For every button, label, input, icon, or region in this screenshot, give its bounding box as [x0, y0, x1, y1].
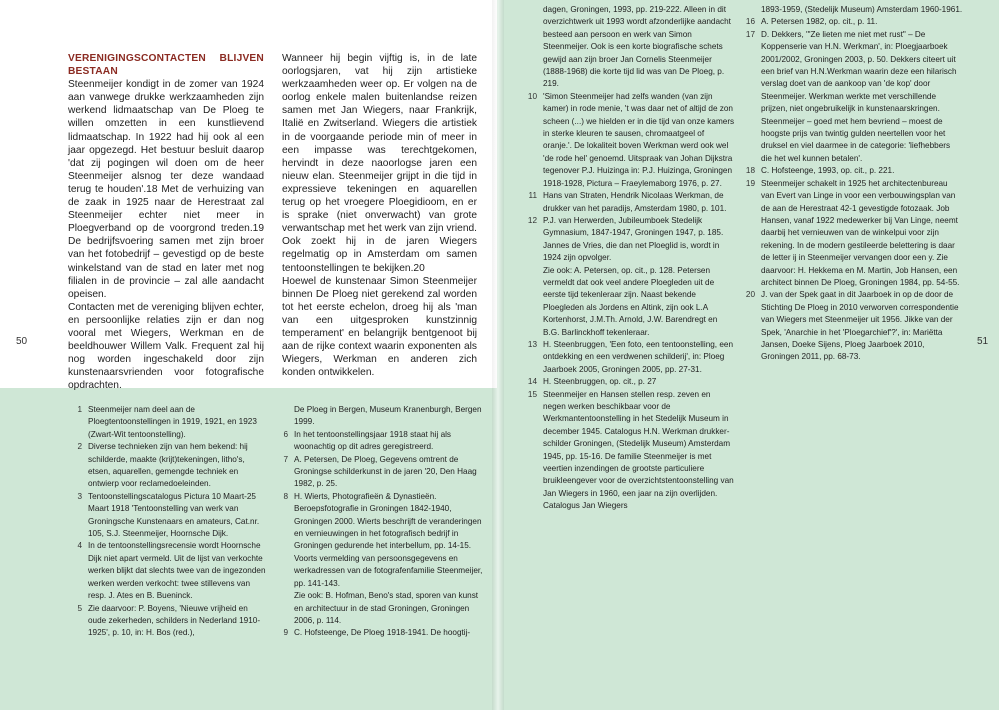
- footnote-number: 7: [283, 454, 288, 464]
- footnotes-right-a: [521, 4, 735, 513]
- footnote-number: 6: [283, 429, 288, 439]
- footnote-number: 20: [745, 290, 755, 300]
- left-page: [0, 0, 497, 710]
- footnote: [739, 289, 963, 363]
- footnote: [521, 389, 735, 513]
- footnote-text: In de tentoonstellingsrecensie wordt Hoornsche Dijk niet apart vermeld. Uit de lijst van verkochte werken blijkt dat slechts twee van de ingezonden werken werden verkocht: twee stillevens van resp. J. Ates en B. Bueninck.: [88, 541, 266, 601]
- footnote: [272, 590, 484, 627]
- footnote-text: P.J. van Herwerden, Jubileumboek Stedelijk Gymnasium, 1847-1947, Groningen 1947, p. 185. Jannes de Vries, die dan net Ploeglid is, wordt in 1924 zijn opvolger.: [543, 215, 724, 263]
- footnote-number: 14: [527, 377, 537, 387]
- footnote-number: 12: [527, 215, 537, 225]
- footnote-text: Zie ook: A. Petersen, op. cit., p. 128. Petersen vermeldt dat ook veel andere Ploegleden uit de eerste tijd tekenleraar zijn. Naast bekende Ploegleden als Jordens en Altink, zijn ook L.A Kortenhorst, J.M.Th. Arnold, J.W. Barendregt en B.G. Barlinckhoff tekenleraar.: [543, 265, 718, 337]
- footnotes-left-a: [66, 404, 266, 640]
- footnote-text: Hans van Straten, Hendrik Nicolaas Werkman, de drukker van het paradijs, Amsterdam 1980, p. 101.: [543, 191, 727, 213]
- footnote: [521, 91, 735, 190]
- footnote-number: 3: [77, 491, 82, 501]
- footnote: [521, 215, 735, 265]
- footnotes-right-b: [739, 4, 963, 364]
- footnote-text: Tentoonstellingscatalogus Pictura 10 Maart-25 Maart 1918 'Tentoonstelling van werk van Groningsche Kunstenaars en amateurs, Cat.nr. 105, S.J. Steenmeijer, Hoornsche Dijk.: [88, 491, 260, 539]
- footnote: [272, 491, 484, 590]
- footnote-text: Steenmeijer schakelt in 1925 het architectenbureau van Evert van Linge in voor een verbouwingsplan van de aan de Herestraat 42-1 gevestigde fotozaak. Job Hansen, vanaf 1922 medewerker bij Van Linge, neemt daarbij het vernieuwen van de winkelpui voor zijn rekening. In de modern gestileerde belettering is daar de letter ij in Steenmeijer vervangen door een y. Zie daarvoor: H. Hekkema en M. Martin, Job Hansen, een architect binnen De Ploeg, Groningen 1984, pp. 54-55.: [761, 178, 960, 287]
- footnote-text: C. Hofsteenge, 1993, op. cit., p. 221.: [761, 166, 895, 176]
- footnote-number: 9: [283, 628, 288, 638]
- footnote-number: 11: [528, 191, 537, 201]
- footnote-number: 8: [283, 491, 288, 501]
- footnote-text: H. Steenbruggen, 'Een foto, een tentoonstelling, een ontdekking en een verdwenen schilderij', in: Ploeg Jaarboek 2005, Groningen 2005, pp. 27-31.: [543, 339, 734, 374]
- footnote-number: 13: [527, 339, 537, 349]
- footnote-number: 18: [745, 166, 755, 176]
- paragraph: Hoewel de kunstenaar Simon Steenmeijer binnen De Ploeg niet gerekend zal worden tot het eerste echelon, droeg hij als 'man van een uitgesproken kunstzinnig temperament' en belangrijk bentgenoot bij aan de rijke context waarin exponenten als Wiegers, Werkman en anderen zich konden ontwikkelen.: [282, 275, 477, 379]
- footnote-text: J. van der Spek gaat in dit Jaarboek in op de door de Stichting De Ploeg in 2010 verworven correspondentie van Wiegers met Steenmeijer uit 1956. Jikke van der Spek, 'Anarchie in het 'Ploegarchief'?', in: Mariëtta Jansen, Doeke Sijens, Ploeg Jaarboek 2010, Groningen 2011, pp. 68-73.: [761, 290, 959, 362]
- footnote: [66, 540, 266, 602]
- footnote-number: 4: [77, 541, 82, 551]
- footnote-number: 19: [745, 178, 755, 188]
- footnote-number: [521, 4, 537, 91]
- footnote-number: 17: [745, 29, 755, 39]
- footnote-text: D. Dekkers, '"Ze lieten me niet met rust" – De Koppenserie van H.N. Werkman', in: Ploegjaarboek 2001/2002, Groningen 2003, p. 50. Dekkers citeert uit een brief van H.N.Werkman waarin deze een hilarisch verslag doet van de aankoop van 'de kop' door Steenmeijer. Werkman werkte met verschillende prijzen, niet ongebruikelijk in kunstenaarskringen. Steenmeijer – goed met hem bevriend – moest de hoogste prijs van twintig gulden neertellen voor het druksel en viel daarmee in de categorie: 'liefhebbers die het wel kunnen betalen'.: [761, 29, 957, 163]
- footnote-text: Steenmeijer nam deel aan de Ploegtentoonstellingen in 1919, 1921, en 1923 (Zwart-Wit tentoonstelling).: [88, 405, 257, 439]
- footnote-text: De Ploeg in Bergen, Museum Kranenburgh, Bergen 1999.: [294, 405, 482, 427]
- footnote-text: H. Wierts, Photografieën & Dynastieën. Beroepsfotografie in Groningen 1842-1940, Groningen 2000. Wierts beschrijft de veranderingen en vernieuwingen in het fotografisch bedrijf in Groningen gedurende het interbellum, pp. 14-15. Voorts vermelding van persoonsgegevens en werkadressen van de fotografenfamilie Steenmeijer, pp. 141-143.: [294, 491, 483, 588]
- column-1: [68, 52, 264, 392]
- footnote: [272, 429, 484, 454]
- footnote: [66, 441, 266, 491]
- footnote-text: C. Hofsteenge, De Ploeg 1918-1941. De hoogtij-: [294, 628, 471, 638]
- footnote-number: 1: [77, 405, 82, 414]
- footnote: [521, 265, 735, 339]
- footnote-text: A. Petersen, De Ploeg, Gegevens omtrent de Groningse schilderkunst in de jaren '20, Den Haag 1982, p. 25.: [294, 454, 477, 489]
- footnote: [739, 178, 963, 290]
- paragraph: Contacten met de vereniging blijven echter, en persoonlijke relaties zijn er dan nog vooral met Wiegers, Werkman en de beeldhouwer Willem Valk. Frequent zal hij nog worden ingeschakeld door zijn kunstenaarsvrienden voor fotografische opdrachten.: [68, 301, 264, 392]
- footnote-text: In het tentoonstellingsjaar 1918 staat hij als woonachtig op dit adres geregistreerd.: [294, 429, 452, 452]
- footnote: [66, 404, 266, 441]
- footnote-text: A. Petersen 1982, op. cit., p. 11.: [761, 17, 878, 27]
- footnote: [521, 190, 735, 215]
- paragraph: Steenmeijer kondigt in de zomer van 1924 aan vanwege drukke werkzaamheden zijn werkend lidmaatschap van De Ploeg te willen omzetten in een kunstlievend lidmaatschap. In 1922 had hij ook al een jaar opgezegd. Het bestuur besluit daarop 'dat zij pogingen wil doen om de heer Steenmeijer alsnog ter deze wandaad terug te houden'.18 Met de verhuizing van de zaak in 1925 naar de Herestraat zal Steenmeijer echter niet meer in Ploegverband op de voorgrond treden.19 De bedrijfsvoering samen met zijn broer van het fotobedrijf – gevestigd op de beste winkelstand van de stad en later met nog filialen in de provincie – zal alle aandacht opeisen.: [68, 79, 264, 300]
- footnote-number: 5: [77, 603, 82, 613]
- footnote: [66, 491, 266, 541]
- footnote-number: [272, 404, 288, 429]
- section-heading: VERENIGINGSCONTACTEN BLIJVEN BESTAAN: [68, 53, 264, 78]
- footnote-number: 15: [527, 389, 537, 399]
- footnote-number: [272, 590, 288, 627]
- footnote-number: [739, 4, 755, 16]
- footnote: [66, 603, 266, 640]
- footnote: [272, 627, 484, 639]
- footnote-text: 'Simon Steenmeijer had zelfs wanden (van zijn kamer) in rode menie, 't was daar net of altijd de zon scheen (...) we hielden er in die tijd van onze kamers in sterke kleuren te sausen, chromaatgeel of oranje.'. De lokaliteit boven Werkman werd ook wel 'de rode hel' genoemd. Uitspraak van Johan Dijkstra tegenover P.J. Huizinga in: P.J. Huizinga, Groningen 1918-1928, Pictura – Fraeylemaborg 1976, p. 27.: [543, 91, 735, 188]
- column-2: [282, 52, 477, 379]
- footnote-text: Zie ook: B. Hofman, Beno's stad, sporen van kunst en architectuur in de stad Groningen, Groningen 2006, p. 114.: [294, 591, 479, 625]
- footnote: [739, 4, 963, 16]
- footnote: [272, 404, 484, 429]
- footnote: [739, 29, 963, 165]
- footnote: [521, 4, 735, 91]
- footnote: [739, 16, 963, 28]
- book-gutter: [492, 0, 504, 710]
- footnote-text: Steenmeijer en Hansen stellen resp. zeven en negen werken beschikbaar voor de Werkmantentoonstelling in het Stedelijk Museum in december 1945. Catalogus H.N. Werkman drukker-schilder Groningen, (Stedelijk Museum) Amsterdam 1945, pp. 15-16. De familie Steenmeijer is met veertien inzendingen de grootste particuliere bruikleengever voor de overzichtstentoonstelling van Jan Wiegers in 1960, een jaar na zijn overlijden. Catalogus Jan Wiegers: [543, 389, 734, 511]
- footnote-text: Diverse technieken zijn van hem bekend: hij schilderde, maakte (krijt)tekeningen, litho's, etsen, aquarellen, gemengde techniek en ontwierp voor reclamedoeleinden.: [88, 442, 248, 489]
- footnote-text: Zie daarvoor: P. Boyens, 'Nieuwe vrijheid en oude zekerheden, schilders in Nederland 1910-1925', p. 10, in: H. Bos (red.),: [88, 603, 261, 638]
- page-number: 51: [977, 336, 989, 347]
- right-page: [499, 0, 999, 710]
- footnote: [521, 339, 735, 376]
- footnote: [521, 376, 735, 388]
- footnotes-left-b: [272, 404, 484, 640]
- paragraph: Wanneer hij begin vijftig is, in de late oorlogsjaren, vat hij zijn artistieke werkzaamheden weer op. Er volgen na de oorlog enkele malen buitenlandse reizen samen met Jan Wiegers, naar Frankrijk, Italië en Zwitserland. Wiegers die artistiek in de voorgaande periode min of meer in een impasse was terechtgekomen, hervindt in deze naoorlogse jaren een nieuw elan. Steenmeijer grijpt in die tijd in expressieve tekeningen en aquarellen terug op het vroegere Ploegidioom, en er is sprake (niet onverwacht) van grote verwantschap met het werk van zijn vriend. Ook zoekt hij in de jaren Wiegers regelmatig op in Amsterdam om samen tentoonstellingen te bekijken.20: [282, 53, 477, 274]
- footnote: [739, 165, 963, 177]
- footnote: [272, 454, 484, 491]
- footnote-text: 1893-1959, (Stedelijk Museum) Amsterdam 1960-1961.: [761, 5, 963, 14]
- footnote-number: 2: [77, 442, 82, 452]
- footnote-text: H. Steenbruggen, op. cit., p. 27: [543, 377, 657, 387]
- footnote-number: 16: [745, 17, 755, 27]
- footnote-number: [521, 265, 537, 339]
- footnote-number: 10: [527, 91, 537, 101]
- footnote-text: dagen, Groningen, 1993, pp. 219-222. Alleen in dit overzichtwerk uit 1993 wordt afzonderlijke aandacht besteed aan persoon en werk van Simon Steenmeijer. Ook is een korte biografische schets gewijd aan zijn broer Jan Cornelis Steenmeijer (1888-1968) die korte tijd lid was van De Ploeg, p. 219.: [543, 5, 731, 89]
- page-number: 50: [16, 336, 28, 347]
